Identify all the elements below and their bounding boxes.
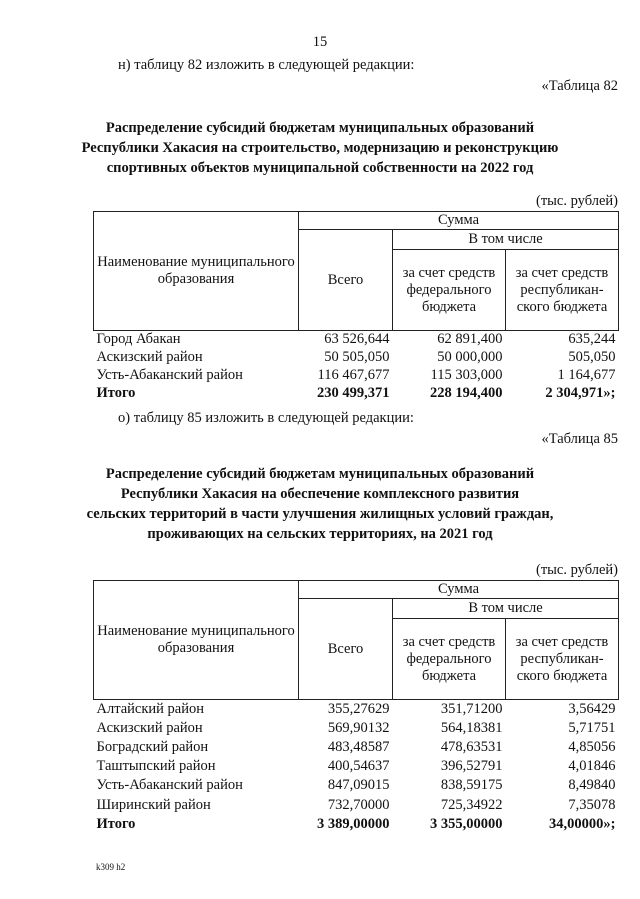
cell-federal: 3 355,00000 bbox=[430, 815, 503, 832]
cell-republic: 3,56429 bbox=[568, 700, 616, 717]
table-row bbox=[94, 331, 619, 349]
cell-name: Итого bbox=[96, 385, 136, 401]
cell-total: 569,90132 bbox=[327, 719, 390, 736]
cell-total: 116 467,677 bbox=[317, 367, 390, 383]
cell-total: 63 526,644 bbox=[324, 331, 390, 348]
cell-total: 732,70000 bbox=[327, 796, 390, 813]
table-row bbox=[94, 795, 619, 814]
title-line: проживающих на сельских территориях, на 2021 год bbox=[147, 526, 493, 542]
cell-name: Боградский район bbox=[96, 738, 209, 755]
title-line: Распределение субсидий бюджетам муниципальных образований bbox=[105, 466, 535, 482]
cell-federal: 62 891,400 bbox=[437, 331, 503, 348]
cell-republic: 5,71751 bbox=[568, 719, 616, 736]
cell-republic: 4,85056 bbox=[568, 738, 616, 755]
title-line: сельских территорий в части улучшения жилищных условий граждан, bbox=[86, 506, 554, 522]
cell-republic: 1 164,677 bbox=[557, 367, 616, 383]
table-row bbox=[94, 757, 619, 776]
cell-name: Аскизский район bbox=[96, 719, 203, 736]
table1-units: (тыс. рублей) bbox=[536, 193, 618, 209]
header-federal: за счет средств федерального бюджета bbox=[393, 250, 506, 331]
cell-total: 3 389,00000 bbox=[317, 815, 390, 832]
cell-total: 230 499,371 bbox=[317, 385, 390, 401]
cell-republic: 635,244 bbox=[568, 331, 616, 348]
cell-federal: 838,59175 bbox=[440, 777, 503, 794]
header-total: Всего bbox=[299, 599, 393, 700]
header-sum: Сумма bbox=[299, 212, 619, 230]
cell-federal: 725,34922 bbox=[440, 796, 503, 813]
table2-label: «Таблица 85 bbox=[541, 431, 618, 447]
cell-republic: 8,49840 bbox=[568, 777, 616, 794]
cell-name: Ширинский район bbox=[96, 796, 211, 813]
cell-name: Аскизский район bbox=[96, 349, 203, 365]
table1-label: «Таблица 82 bbox=[541, 78, 618, 94]
title-line: Распределение субсидий бюджетам муниципальных образований bbox=[105, 120, 535, 136]
header-name: Наименование муниципального образования bbox=[94, 581, 299, 700]
cell-republic: 34,00000»; bbox=[549, 815, 616, 832]
table2-units: (тыс. рублей) bbox=[536, 562, 618, 578]
intro-text-2: о) таблицу 85 изложить в следующей редакции: bbox=[118, 410, 414, 426]
cell-name: Город Абакан bbox=[96, 331, 181, 348]
table-row bbox=[94, 367, 619, 385]
table1-title bbox=[0, 118, 640, 178]
cell-federal: 228 194,400 bbox=[430, 385, 503, 401]
table-row bbox=[94, 385, 619, 403]
title-line: Республики Хакасия на обеспечение комплексного развития bbox=[120, 486, 520, 502]
table2-title bbox=[0, 464, 640, 544]
header-total: Всего bbox=[299, 230, 393, 331]
cell-federal: 115 303,000 bbox=[430, 367, 503, 383]
header-republic: за счет средств республикан-ского бюджета bbox=[506, 619, 619, 700]
table1 bbox=[93, 211, 619, 403]
cell-federal: 564,18381 bbox=[440, 719, 503, 736]
header-federal: за счет средств федерального бюджета bbox=[393, 619, 506, 700]
cell-federal: 351,71200 bbox=[440, 700, 503, 717]
cell-total: 355,27629 bbox=[327, 700, 390, 717]
header-incl: В том числе bbox=[393, 599, 619, 619]
header-name: Наименование муниципального образования bbox=[94, 212, 299, 331]
table2 bbox=[93, 580, 619, 834]
header-republic: за счет средств республикан-ского бюджета bbox=[506, 250, 619, 331]
cell-name: Усть-Абаканский район bbox=[96, 367, 243, 383]
table-row bbox=[94, 700, 619, 719]
header-sum: Сумма bbox=[299, 581, 619, 599]
table-row bbox=[94, 738, 619, 757]
cell-name: Итого bbox=[96, 815, 136, 832]
table-row bbox=[94, 349, 619, 367]
cell-total: 50 505,050 bbox=[324, 349, 390, 365]
cell-republic: 7,35078 bbox=[568, 796, 616, 813]
cell-federal: 50 000,000 bbox=[437, 349, 503, 365]
cell-total: 400,54637 bbox=[327, 758, 390, 775]
table-row bbox=[94, 815, 619, 834]
cell-name: Усть-Абаканский район bbox=[96, 777, 243, 794]
intro-text-1: н) таблицу 82 изложить в следующей редакции: bbox=[118, 57, 415, 73]
cell-total: 483,48587 bbox=[327, 738, 390, 755]
table-row bbox=[94, 776, 619, 795]
cell-republic: 2 304,971»; bbox=[545, 385, 616, 401]
page-number: 15 bbox=[312, 34, 328, 50]
cell-republic: 4,01846 bbox=[568, 758, 616, 775]
cell-name: Таштыпский район bbox=[96, 758, 216, 775]
cell-name: Алтайский район bbox=[96, 700, 204, 717]
title-line: спортивных объектов муниципальной собственности на 2022 год bbox=[106, 160, 534, 176]
title-line: Республики Хакасия на строительство, модернизацию и реконструкцию bbox=[81, 140, 559, 156]
table-row bbox=[94, 719, 619, 738]
footer-code: k309 h2 bbox=[96, 862, 126, 872]
cell-total: 847,09015 bbox=[327, 777, 390, 794]
cell-federal: 396,52791 bbox=[440, 758, 503, 775]
header-incl: В том числе bbox=[393, 230, 619, 250]
cell-federal: 478,63531 bbox=[440, 738, 503, 755]
cell-republic: 505,050 bbox=[568, 349, 616, 365]
